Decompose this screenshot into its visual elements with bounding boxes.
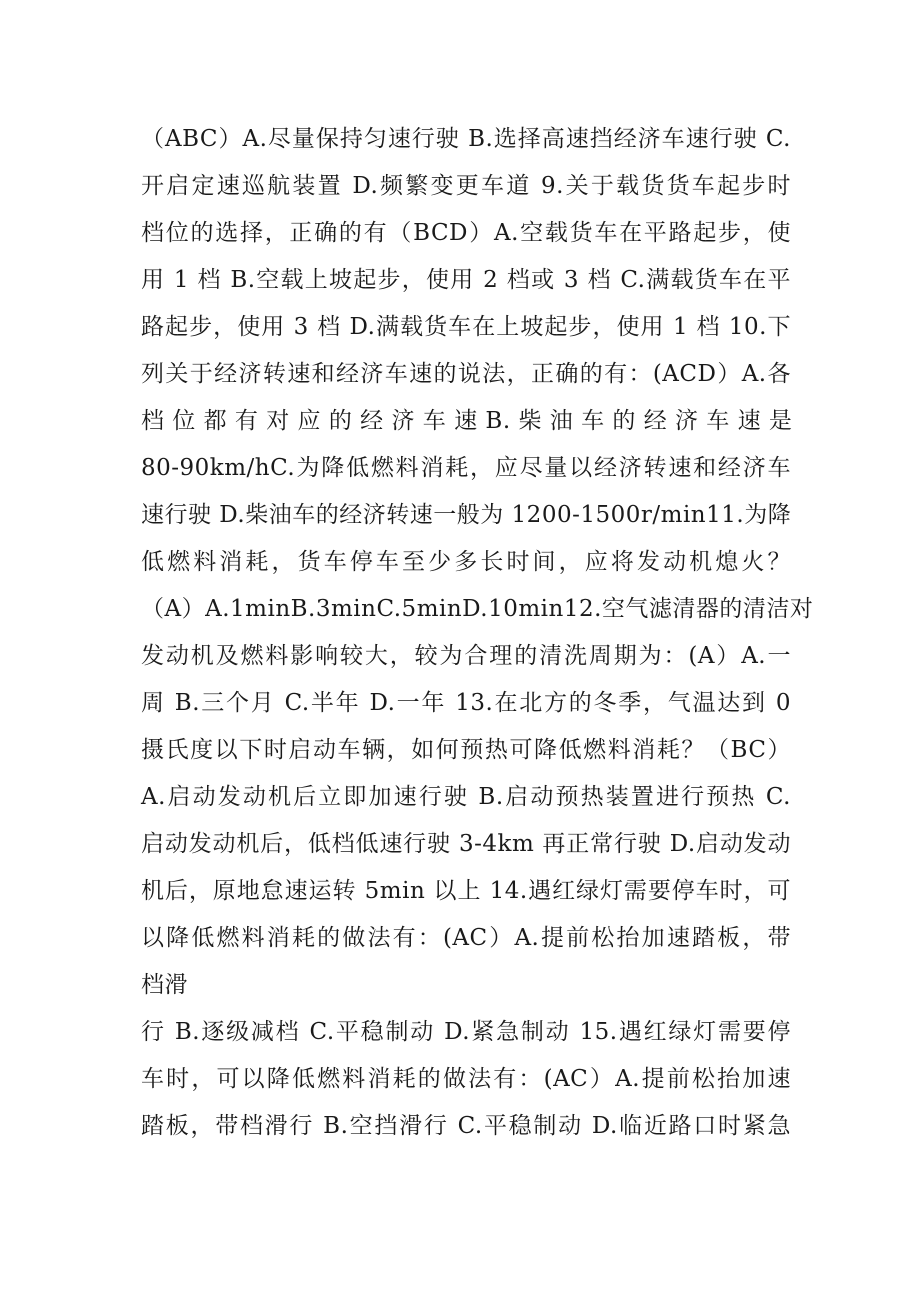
text-line: 80-90km/hC.为降低燃料消耗，应尽量以经济转速和经济车: [141, 455, 791, 481]
text-line: 周 B.三个月 C.半年 D.一年 13.在北方的冬季，气温达到 0: [141, 690, 791, 716]
text-line: 启动发动机后，低档低速行驶 3-4km 再正常行驶 D.启动发动: [141, 831, 791, 857]
text-line: A.启动发动机后立即加速行驶 B.启动预热装置进行预热 C.: [141, 784, 791, 810]
text-line: 列关于经济转速和经济车速的说法，正确的有：(ACD）A.各: [141, 361, 791, 387]
text-line: 以降低燃料消耗的做法有：(AC）A.提前松抬加速踏板，带: [141, 925, 791, 951]
text-line: 用 1 档 B.空载上坡起步，使用 2 档或 3 档 C.满载货车在平: [141, 267, 791, 293]
text-line: （A）A.1minB.3minC.5minD.10min12.空气滤清器的清洁对: [141, 596, 814, 622]
text-line: 机后，原地怠速运转 5min 以上 14.遇红绿灯需要停车时，可: [141, 878, 791, 904]
document-body: [141, 116, 814, 1150]
text-line: 档 位 都 有 对 应 的 经 济 车 速 B. 柴 油 车 的 经 济 车 速 是: [141, 408, 793, 434]
text-line: 档滑: [141, 972, 188, 998]
text-line: 开启定速巡航装置 D.频繁变更车道 9.关于载货货车起步时: [141, 173, 791, 199]
text-line: 路起步，使用 3 档 D.满载货车在上坡起步，使用 1 档 10.下: [141, 314, 791, 340]
text-line: 速行驶 D.柴油车的经济转速一般为 1200-1500r/min11.为降: [141, 502, 792, 528]
text-line: 档位的选择，正确的有（BCD）A.空载货车在平路起步，使: [141, 220, 791, 246]
text-line: 行 B.逐级减档 C.平稳制动 D.紧急制动 15.遇红绿灯需要停: [141, 1019, 791, 1045]
text-line: 车时，可以降低燃料消耗的做法有：(AC）A.提前松抬加速: [141, 1066, 791, 1092]
text-line: （ABC）A.尽量保持匀速行驶 B.选择高速挡经济车速行驶 C.: [141, 126, 791, 152]
text-line: 低燃料消耗，货车停车至少多长时间，应将发动机熄火？: [141, 549, 791, 575]
text-line: 发动机及燃料影响较大，较为合理的清洗周期为：(A）A.一: [141, 643, 791, 669]
text-line: 摄氏度以下时启动车辆，如何预热可降低燃料消耗？（BC）: [141, 737, 791, 763]
text-line: 踏板，带档滑行 B.空挡滑行 C.平稳制动 D.临近路口时紧急: [141, 1113, 791, 1139]
